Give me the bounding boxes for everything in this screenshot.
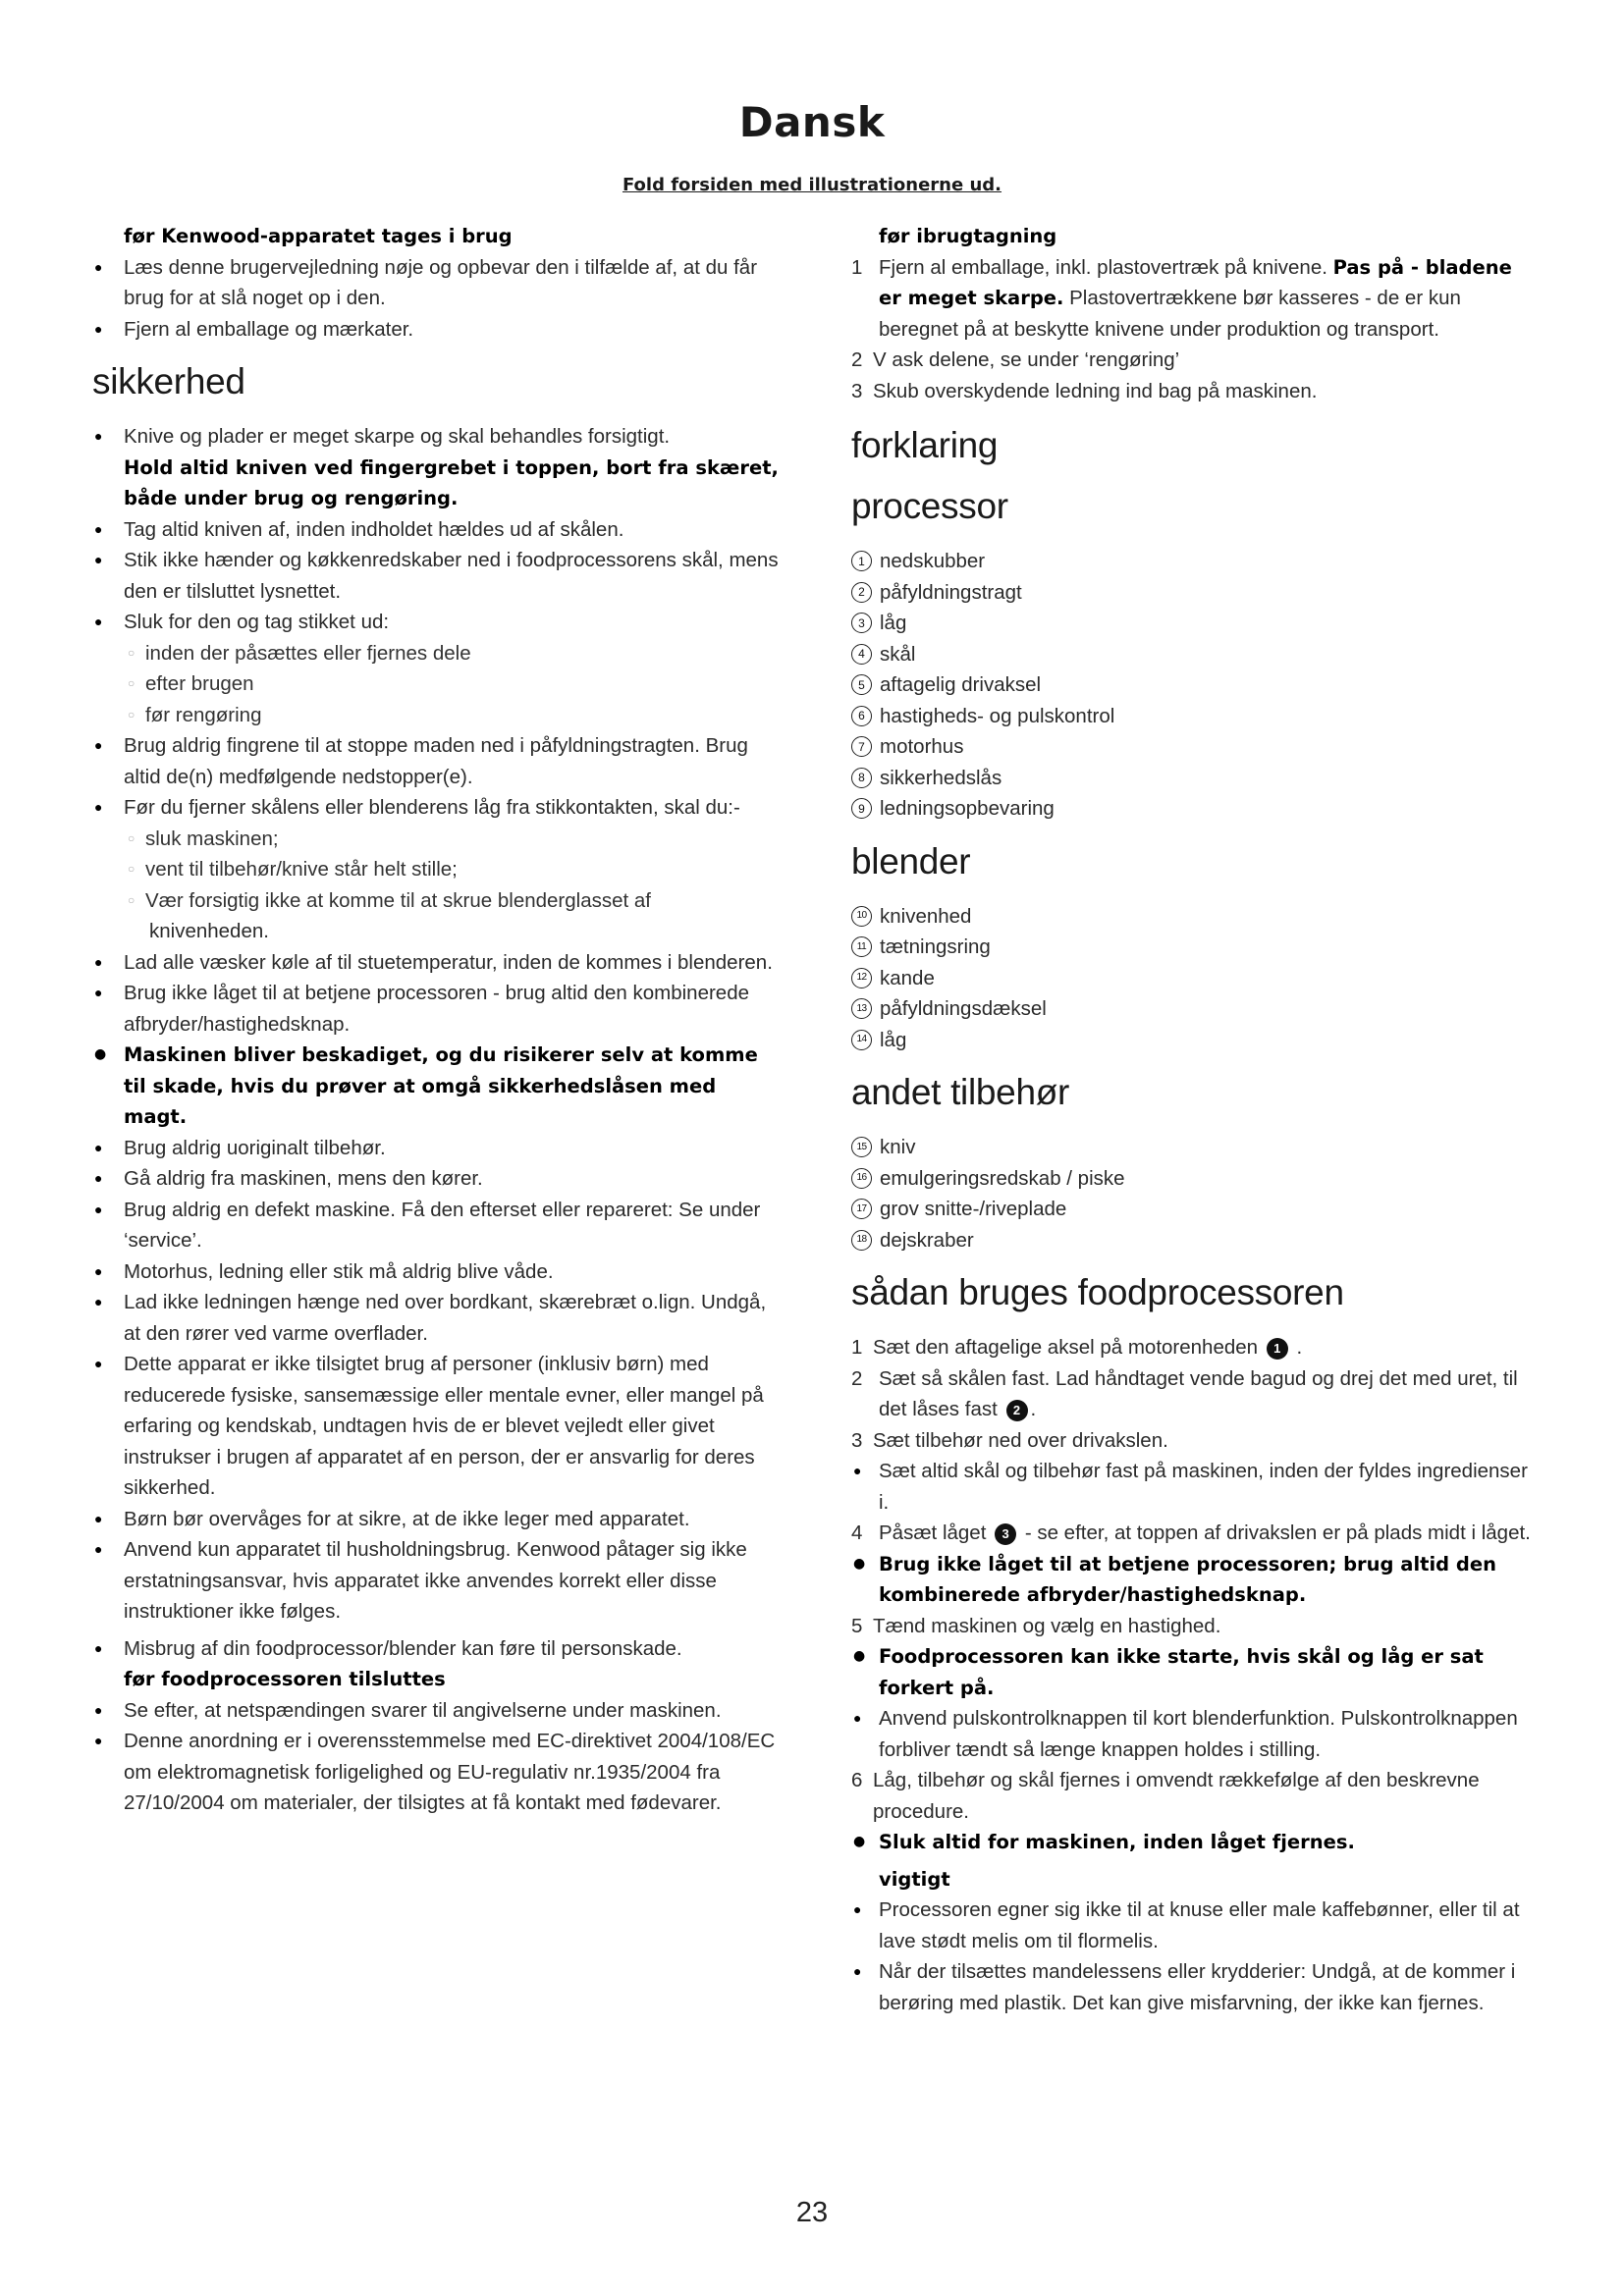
- sub-item-text: før rengøring: [145, 703, 262, 726]
- number-circle-icon: 2: [851, 582, 872, 603]
- accessories-legend: [851, 1132, 1539, 1255]
- legend-item: [851, 901, 1539, 933]
- sub-item: [92, 700, 785, 731]
- step-text: [873, 1332, 1302, 1363]
- step-number: 1: [851, 1336, 863, 1359]
- step-text-a: Fjern al emballage, inkl. plastovertræk på knivene.: [879, 255, 1327, 279]
- step-text-b: - se efter, at toppen af drivakslen er på plads midt i låget.: [1024, 1522, 1531, 1544]
- list-item: ● Sluk for den og tag stikket ud:: [92, 607, 785, 638]
- list-item: ● Sæt altid skål og tilbehør fast på maskinen, inden der fyldes ingredienser i.: [851, 1456, 1539, 1518]
- howto-heading: sådan bruges foodprocessoren: [851, 1272, 1344, 1312]
- number-circle-icon: 4: [851, 644, 872, 665]
- step-number: 2: [851, 348, 863, 371]
- before-use-heading: før Kenwood-apparatet tages i brug: [124, 225, 513, 247]
- number-circle-icon: 12: [851, 968, 872, 988]
- list-item: ● Børn bør overvåges for at sikre, at de ikke leger med apparatet.: [92, 1504, 785, 1535]
- sub-item-text: efter brugen: [145, 672, 254, 695]
- page-number: 23: [795, 2197, 829, 2228]
- sub-item-text: inden der påsættes eller fjernes dele: [145, 641, 471, 665]
- legend-item: [851, 701, 1539, 732]
- warning-item: ● Brug ikke låget til at betjene processoren; brug altid den kombinerede afbryder/hastighedsknap.: [851, 1549, 1539, 1611]
- list-item: ● Se efter, at netspændingen svarer til angivelserne under maskinen.: [92, 1695, 785, 1727]
- list-item: ● Brug ikke låget til at betjene processoren - brug altid den kombinerede afbryder/hastighedsknap.: [92, 978, 785, 1040]
- figure-ref-icon: 2: [1006, 1400, 1028, 1421]
- step-text: Skub overskydende ledning ind bag på maskinen.: [873, 379, 1318, 402]
- numbered-step: [851, 1611, 1539, 1642]
- number-circle-icon: 15: [851, 1137, 872, 1157]
- numbered-step: [851, 345, 1539, 376]
- step-number: 3: [851, 1428, 863, 1452]
- step-number: 3: [851, 379, 863, 402]
- legend-label: hastigheds- og pulskontrol: [880, 704, 1115, 727]
- legend-item: [851, 1225, 1539, 1256]
- list-item: ● Motorhus, ledning eller stik må aldrig blive våde.: [92, 1256, 785, 1288]
- step-text: Tænd maskinen og vælg en hastighed.: [873, 1614, 1221, 1637]
- list-item: ● Brug aldrig en defekt maskine. Få den efterset eller repareret: Se under ‘service’.: [92, 1195, 785, 1256]
- sub-item: [92, 638, 785, 669]
- accessories-heading: andet tilbehør: [851, 1072, 1070, 1112]
- legend-item: [851, 1132, 1539, 1163]
- legend-item: [851, 763, 1539, 794]
- step-number: 5: [851, 1614, 863, 1637]
- legend-label: påfyldningsdæksel: [880, 997, 1047, 1020]
- legend-label: nedskubber: [880, 550, 986, 572]
- number-circle-icon: 8: [851, 768, 872, 788]
- step-text: [879, 1518, 1531, 1549]
- legend-item: [851, 1025, 1539, 1056]
- legend-label: kniv: [880, 1136, 916, 1158]
- list-item: ● Anvend kun apparatet til husholdningsbrug. Kenwood påtager sig ikke erstatningsansvar, hvis apparatet ikke anvendes korrekt eller disse instruktioner ikke følges.: [92, 1534, 785, 1628]
- legend-label: aftagelig drivaksel: [880, 673, 1042, 696]
- warning-text: Pas på - bladene er meget skarpe.: [879, 255, 1512, 309]
- numbered-step: [851, 1518, 1539, 1549]
- list-item: ● Processoren egner sig ikke til at knuse eller male kaffebønner, eller til at lave stødt melis om til flormelis.: [851, 1895, 1539, 1956]
- blender-legend: [851, 901, 1539, 1056]
- number-circle-icon: 18: [851, 1230, 872, 1251]
- before-first-use-heading: før ibrugtagning: [879, 225, 1057, 247]
- legend-label: kande: [880, 966, 935, 989]
- legend-item: [851, 608, 1539, 639]
- list-item: ● Stik ikke hænder og køkkenredskaber ned i foodprocessorens skål, mens den er tilsluttet lysnettet.: [92, 545, 785, 607]
- safety-heading: sikkerhed: [92, 361, 245, 401]
- number-circle-icon: 16: [851, 1168, 872, 1189]
- warning-item: ● Foodprocessoren kan ikke starte, hvis skål og låg er sat forkert på.: [851, 1641, 1539, 1703]
- list-item: ● Lad alle væsker køle af til stuetemperatur, inden de kommes i blenderen.: [92, 947, 785, 979]
- list-item: ● Anvend pulskontrolknappen til kort blenderfunktion. Pulskontrolknappen forbliver tændt så længe knappen holdes i stilling.: [851, 1703, 1539, 1765]
- sub-item: [92, 824, 785, 855]
- legend-label: motorhus: [880, 735, 964, 758]
- blender-heading: blender: [851, 840, 971, 881]
- list-item: ● Når der tilsættes mandelessens eller krydderier: Undgå, at de kommer i berøring med plastik. Det kan give misfarvning, der ikke kan fjernes.: [851, 1956, 1539, 2018]
- number-circle-icon: 13: [851, 998, 872, 1019]
- list-item: ● Brug aldrig uoriginalt tilbehør.: [92, 1133, 785, 1164]
- number-circle-icon: 6: [851, 706, 872, 726]
- number-circle-icon: 7: [851, 736, 872, 757]
- legend-label: låg: [880, 612, 907, 634]
- figure-ref-icon: 3: [995, 1523, 1016, 1545]
- list-item: ● Dette apparat er ikke tilsigtet brug af personer (inklusiv børn) med reducerede fysiske, sansemæssige eller mentale evner, eller mangel på erfaring og kendskab, undtagen hvis de er blevet vejledt eller givet instrukser i brugen af apparatet af en person, der er ansvarlig for deres sikkerhed.: [92, 1349, 785, 1504]
- list-item-text: Knive og plader er meget skarpe og skal behandles forsigtigt.: [124, 425, 671, 448]
- processor-heading: processor: [851, 486, 1008, 526]
- step-text: [879, 1363, 1539, 1425]
- number-circle-icon: 17: [851, 1199, 872, 1219]
- numbered-step: [851, 1332, 1539, 1363]
- step-text-end: .: [1296, 1336, 1303, 1359]
- number-circle-icon: 9: [851, 798, 872, 819]
- legend-item: [851, 932, 1539, 963]
- step-text: Sæt tilbehør ned over drivakslen.: [873, 1428, 1168, 1452]
- legend-label: knivenhed: [880, 904, 972, 928]
- legend-item: [851, 577, 1539, 609]
- step-text-end: .: [1030, 1398, 1037, 1420]
- sub-item-text: sluk maskinen;: [145, 827, 279, 850]
- legend-item: [851, 669, 1539, 701]
- left-column: [92, 221, 785, 1819]
- processor-legend: [851, 546, 1539, 825]
- legend-item: [851, 793, 1539, 825]
- number-circle-icon: 1: [851, 551, 872, 571]
- important-heading: vigtigt: [879, 1867, 950, 1891]
- sub-item-continuation: knivenheden.: [149, 920, 269, 942]
- warning-item: ● Maskinen bliver beskadiget, og du risikerer selv at komme til skade, hvis du prøver at omgå sikkerhedslåsen med magt.: [92, 1040, 785, 1133]
- explanation-heading: forklaring: [851, 425, 999, 465]
- legend-label: grov snitte-/riveplade: [880, 1198, 1067, 1220]
- step-text-b: Plastovertrækkene bør kasseres - de er kun beregnet på at beskytte knivene under produktion og transport.: [879, 287, 1461, 341]
- numbered-step: [851, 1765, 1539, 1827]
- page-subtitle: Fold forsiden med illustrationerne ud.: [622, 175, 1002, 195]
- numbered-step: [851, 1363, 1539, 1425]
- step-text-a: Sæt så skålen fast. Lad håndtaget vende bagud og drej det med uret, til det låses fast: [879, 1366, 1518, 1420]
- legend-label: tætningsring: [880, 935, 991, 958]
- step-number: 2: [851, 1366, 863, 1390]
- number-circle-icon: 10: [851, 906, 872, 927]
- step-number: 1: [851, 255, 863, 279]
- list-item: ● Misbrug af din foodprocessor/blender kan føre til personskade.: [92, 1633, 785, 1665]
- page-title: Dansk: [738, 98, 886, 146]
- before-plug-heading: før foodprocessoren tilsluttes: [124, 1668, 446, 1690]
- sub-item-text: vent til tilbehør/knive står helt stille;: [145, 858, 458, 881]
- list-item: ● Fjern al emballage og mærkater.: [92, 314, 785, 346]
- legend-item: [851, 1194, 1539, 1225]
- list-item: ● Gå aldrig fra maskinen, mens den kører.: [92, 1163, 785, 1195]
- number-circle-icon: 11: [851, 936, 872, 957]
- legend-label: påfyldningstragt: [880, 580, 1022, 604]
- numbered-step: [851, 252, 1539, 346]
- legend-item: [851, 1163, 1539, 1195]
- legend-item: [851, 731, 1539, 763]
- legend-label: dejskraber: [880, 1228, 974, 1252]
- legend-item: [851, 963, 1539, 994]
- legend-item: [851, 546, 1539, 577]
- warning-text: Hold altid kniven ved fingergrebet i toppen, bort fra skæret, både under brug og rengøring.: [124, 455, 779, 509]
- number-circle-icon: 5: [851, 674, 872, 695]
- legend-label: skål: [880, 642, 916, 666]
- list-item: ● Læs denne brugervejledning nøje og opbevar den i tilfælde af, at du får brug for at slå noget op i den.: [92, 252, 785, 314]
- sub-item: [92, 885, 785, 917]
- numbered-step: [851, 1425, 1539, 1457]
- figure-ref-icon: 1: [1267, 1338, 1288, 1360]
- numbered-step: [851, 376, 1539, 407]
- step-text: [879, 252, 1539, 346]
- step-text-a: Sæt den aftagelige aksel på motorenheden: [873, 1336, 1259, 1359]
- right-column: [851, 221, 1539, 2018]
- sub-item: [92, 668, 785, 700]
- number-circle-icon: 14: [851, 1030, 872, 1050]
- sub-item-text: Vær forsigtig ikke at komme til at skrue blenderglasset af: [145, 888, 651, 912]
- warning-item: ● Sluk altid for maskinen, inden låget fjernes.: [851, 1827, 1539, 1858]
- list-item: ● Tag altid kniven af, inden indholdet hældes ud af skålen.: [92, 514, 785, 546]
- list-item: ● Denne anordning er i overensstemmelse med EC-direktivet 2004/108/EC om elektromagnetisk forligelighed og EU-regulativ nr.1935/2004 fra 27/10/2004 om materialer, der tilsigtes at få kontakt med fødevarer.: [92, 1726, 785, 1819]
- step-text: Låg, tilbehør og skål fjernes i omvendt rækkefølge af den beskrevne procedure.: [873, 1769, 1480, 1823]
- number-circle-icon: 3: [851, 613, 872, 633]
- list-item: ● Før du fjerner skålens eller blenderens låg fra stikkontakten, skal du:-: [92, 792, 785, 824]
- list-item: [92, 421, 785, 514]
- list-item: ● Lad ikke ledningen hænge ned over bordkant, skærebræt o.lign. Undgå, at den rører ved varme overflader.: [92, 1287, 785, 1349]
- legend-label: emulgeringsredskab / piske: [880, 1166, 1125, 1190]
- step-text: V ask delene, se under ‘rengøring’: [873, 348, 1180, 371]
- sub-item: [92, 854, 785, 885]
- legend-item: [851, 993, 1539, 1025]
- legend-label: ledningsopbevaring: [880, 797, 1055, 820]
- step-number: 4: [851, 1522, 863, 1544]
- legend-label: sikkerhedslås: [880, 766, 1002, 789]
- list-item: ● Brug aldrig fingrene til at stoppe maden ned i påfyldningstragten. Brug altid de(n) medfølgende nedstopper(e).: [92, 730, 785, 792]
- step-number: 6: [851, 1769, 863, 1791]
- legend-item: [851, 639, 1539, 670]
- step-text-a: Påsæt låget: [879, 1522, 987, 1544]
- legend-label: låg: [880, 1028, 907, 1051]
